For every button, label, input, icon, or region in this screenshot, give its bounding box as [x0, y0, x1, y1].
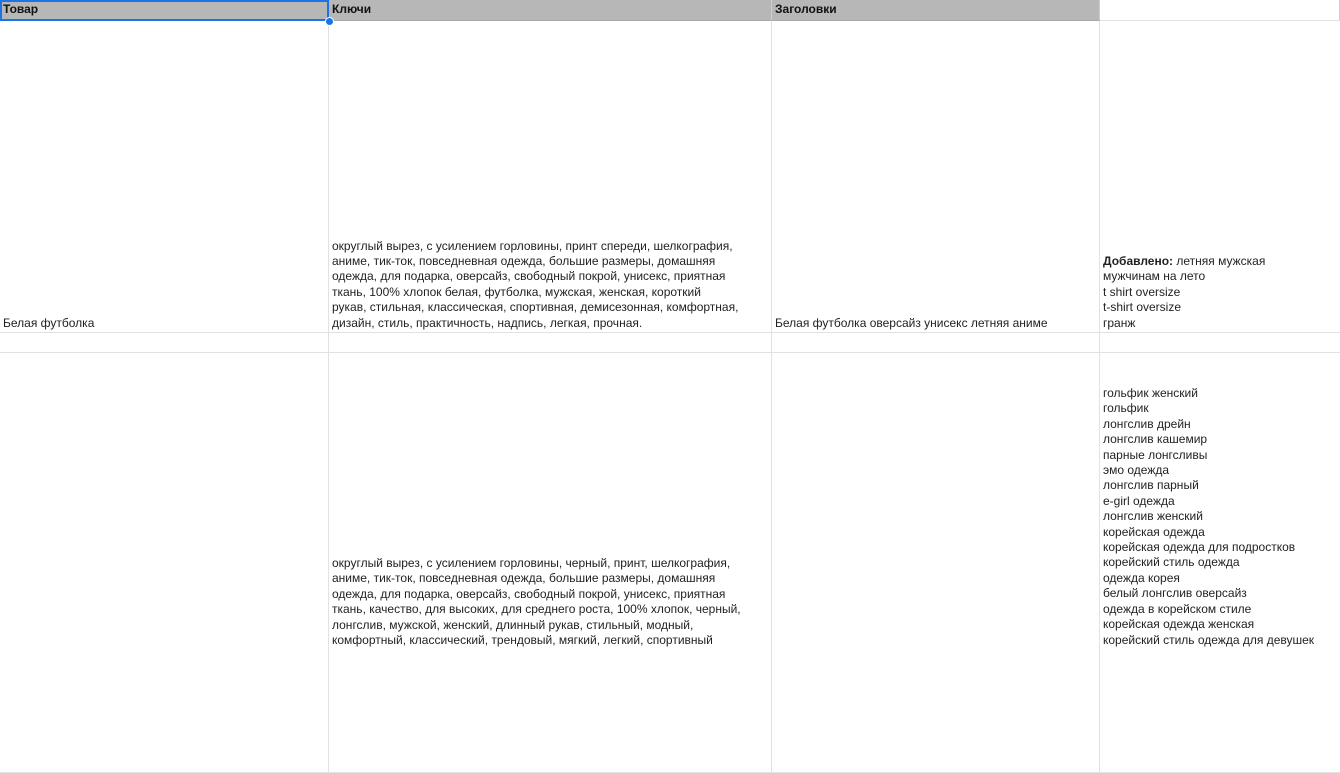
header-cell-extra[interactable]	[1100, 0, 1340, 21]
empty-cell[interactable]	[772, 333, 1100, 353]
cell-product[interactable]	[0, 353, 329, 773]
cell-product-text: Белая футболка	[3, 315, 95, 330]
empty-cell[interactable]	[1100, 333, 1340, 353]
header-cell-product[interactable]: Товар	[0, 0, 329, 21]
cell-extra[interactable]	[1100, 353, 1340, 773]
cell-keys-text: округлый вырез, с усилением горловины, черный, принт, шелкография, аниме, тик-ток, повседневная одежда, большие размеры, домашняя одежда, для подарка, оверсайз, свободный покрой, унисекс, приятная ткань, качество, для высоких, для среднего роста, 100% хлопок, черный, лонгслив, мужской, женский, длинный рукав, стильный, модный, комфортный, классический, трендовый, мягкий, легкий, спортивный	[332, 556, 741, 648]
added-label: Добавлено:	[1103, 253, 1174, 268]
selection-fill-handle[interactable]	[325, 17, 334, 26]
cell-titles[interactable]	[772, 353, 1100, 773]
empty-cell[interactable]	[0, 333, 329, 353]
header-cell-titles[interactable]: Заголовки	[772, 0, 1100, 21]
table-row	[0, 353, 1340, 773]
cell-keys[interactable]	[329, 21, 772, 333]
header-cell-keys[interactable]: Ключи	[329, 0, 772, 21]
cell-keys[interactable]	[329, 353, 772, 773]
cell-extra-content	[1103, 254, 1337, 331]
table-row	[0, 21, 1340, 333]
cell-titles-text: Белая футболка оверсайз унисекс летняя аниме	[775, 315, 1048, 330]
cell-extra-text: гольфик женский гольфик лонгслив дрейн лонгслив кашемир парные лонгсливы эмо одежда лонгслив парный e-girl одежда лонгслив женский корейская одежда корейская одежда для подростков корейский стиль одежда одежда корея белый лонгслив оверсайз одежда в корейском стиле корейская одежда женская корейский стиль одежда для девушек	[1103, 386, 1315, 647]
empty-row	[0, 333, 1340, 353]
cell-extra-text: летняя мужская мужчинам на лето t shirt oversize t-shirt oversize гранж	[1103, 253, 1266, 330]
cell-titles[interactable]	[772, 21, 1100, 333]
empty-cell[interactable]	[329, 333, 772, 353]
header-row	[0, 0, 1340, 21]
cell-keys-text: округлый вырез, с усилением горловины, принт спереди, шелкография, аниме, тик-ток, повседневная одежда, большие размеры, домашняя одежда, для подарка, оверсайз, свободный покрой, унисекс, приятная ткань, 100% хлопок белая, футболка, мужская, женская, короткий рукав, стильная, классическая, спортивная, демисезонная, комфортная, дизайн, стиль, практичность, надпись, легкая, прочная.	[332, 238, 739, 330]
cell-product[interactable]	[0, 21, 329, 333]
cell-extra[interactable]	[1100, 21, 1340, 333]
